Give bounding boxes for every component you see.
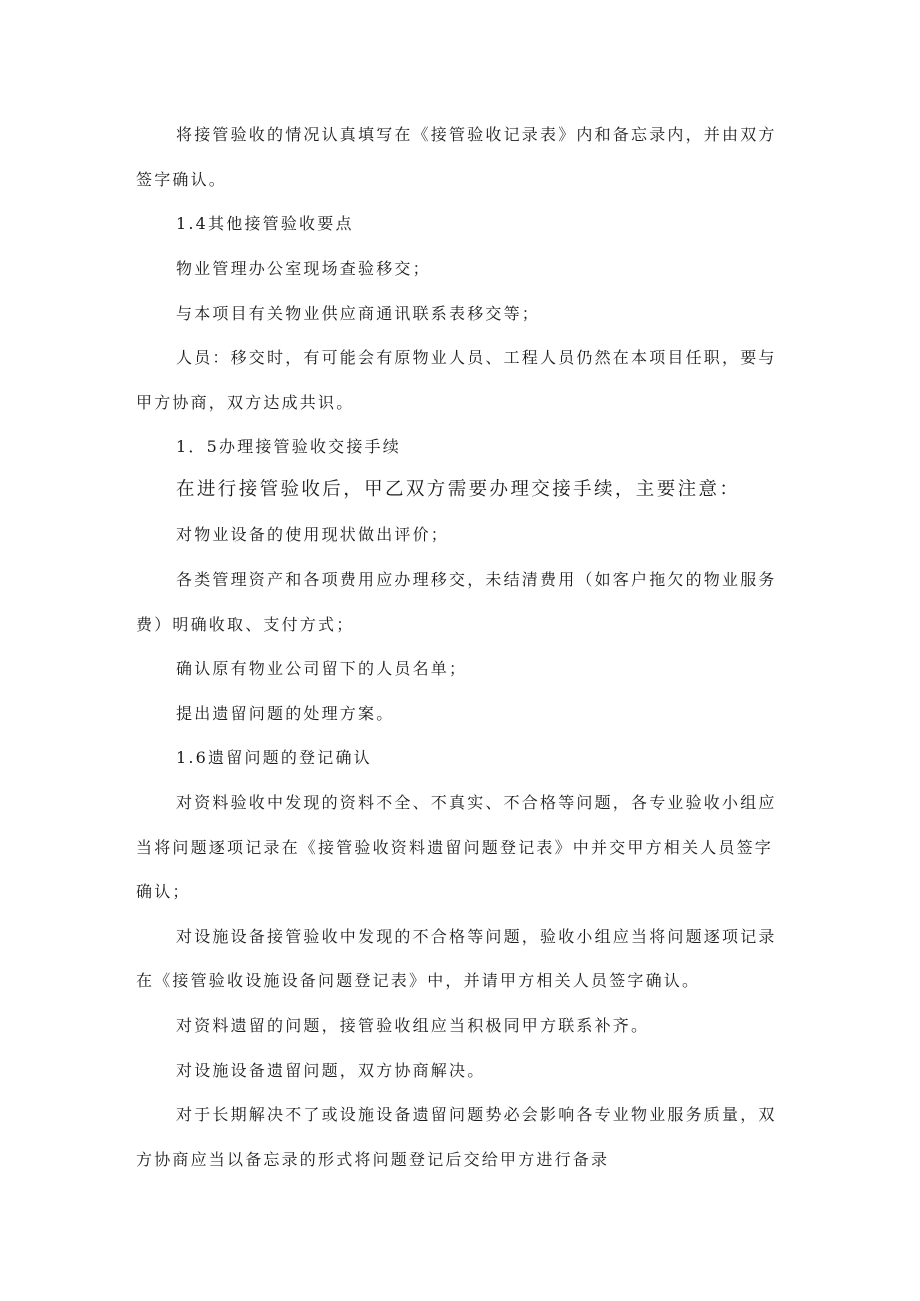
paragraph-line-14: 提出遗留问题的处理方案。 <box>176 704 395 723</box>
paragraph-line-23: 对于长期解决不了或设施设备遗留问题势必会影响各专业物业服务质量，双 <box>176 1105 777 1124</box>
paragraph-line-16: 对资料验收中发现的资料不全、不真实、不合格等问题，各专业验收小组应 <box>176 793 777 812</box>
paragraph-line-10: 对物业设备的使用现状做出评价； <box>176 525 450 544</box>
paragraph-line-5: 与本项目有关物业供应商通讯联系表移交等； <box>176 304 541 323</box>
paragraph-line-12: 费）明确收取、支付方式； <box>136 615 355 634</box>
paragraph-line-1: 将接管验收的情况认真填写在《接管验收记录表》内和备忘录内，并由双方 <box>176 125 777 144</box>
paragraph-line-13: 确认原有物业公司留下的人员名单； <box>176 659 468 678</box>
section-heading-1-6: 1.6遗留问题的登记确认 <box>176 748 372 767</box>
paragraph-line-9: 在进行接管验收后，甲乙双方需要办理交接手续，主要注意： <box>176 479 741 500</box>
paragraph-line-6: 人员：移交时，有可能会有原物业人员、工程人员仍然在本项目任职，要与 <box>176 348 777 367</box>
paragraph-line-18: 确认； <box>136 882 191 901</box>
paragraph-line-20: 在《接管验收设施设备问题登记表》中，并请甲方相关人员签字确认。 <box>136 971 701 990</box>
paragraph-line-4: 物业管理办公室现场查验移交； <box>176 259 431 278</box>
paragraph-line-21: 对资料遗留的问题，接管验收组应当积极同甲方联系补齐。 <box>176 1016 650 1035</box>
section-heading-1-4: 1.4其他接管验收要点 <box>176 214 354 233</box>
paragraph-line-11: 各类管理资产和各项费用应办理移交，未结清费用（如客户拖欠的物业服务 <box>176 570 777 589</box>
paragraph-line-19: 对设施设备接管验收中发现的不合格等问题，验收小组应当将问题逐项记录 <box>176 927 777 946</box>
paragraph-line-2: 签字确认。 <box>136 170 228 189</box>
section-heading-1-5: 1．5办理接管验收交接手续 <box>176 437 401 456</box>
paragraph-line-17: 当将问题逐项记录在《接管验收资料遗留问题登记表》中并交甲方相关人员签字 <box>136 838 774 857</box>
paragraph-line-7: 甲方协商，双方达成共识。 <box>136 393 355 412</box>
paragraph-line-24: 方协商应当以备忘录的形式将问题登记后交给甲方进行备录 <box>136 1150 610 1169</box>
paragraph-line-22: 对设施设备遗留问题，双方协商解决。 <box>176 1061 486 1080</box>
